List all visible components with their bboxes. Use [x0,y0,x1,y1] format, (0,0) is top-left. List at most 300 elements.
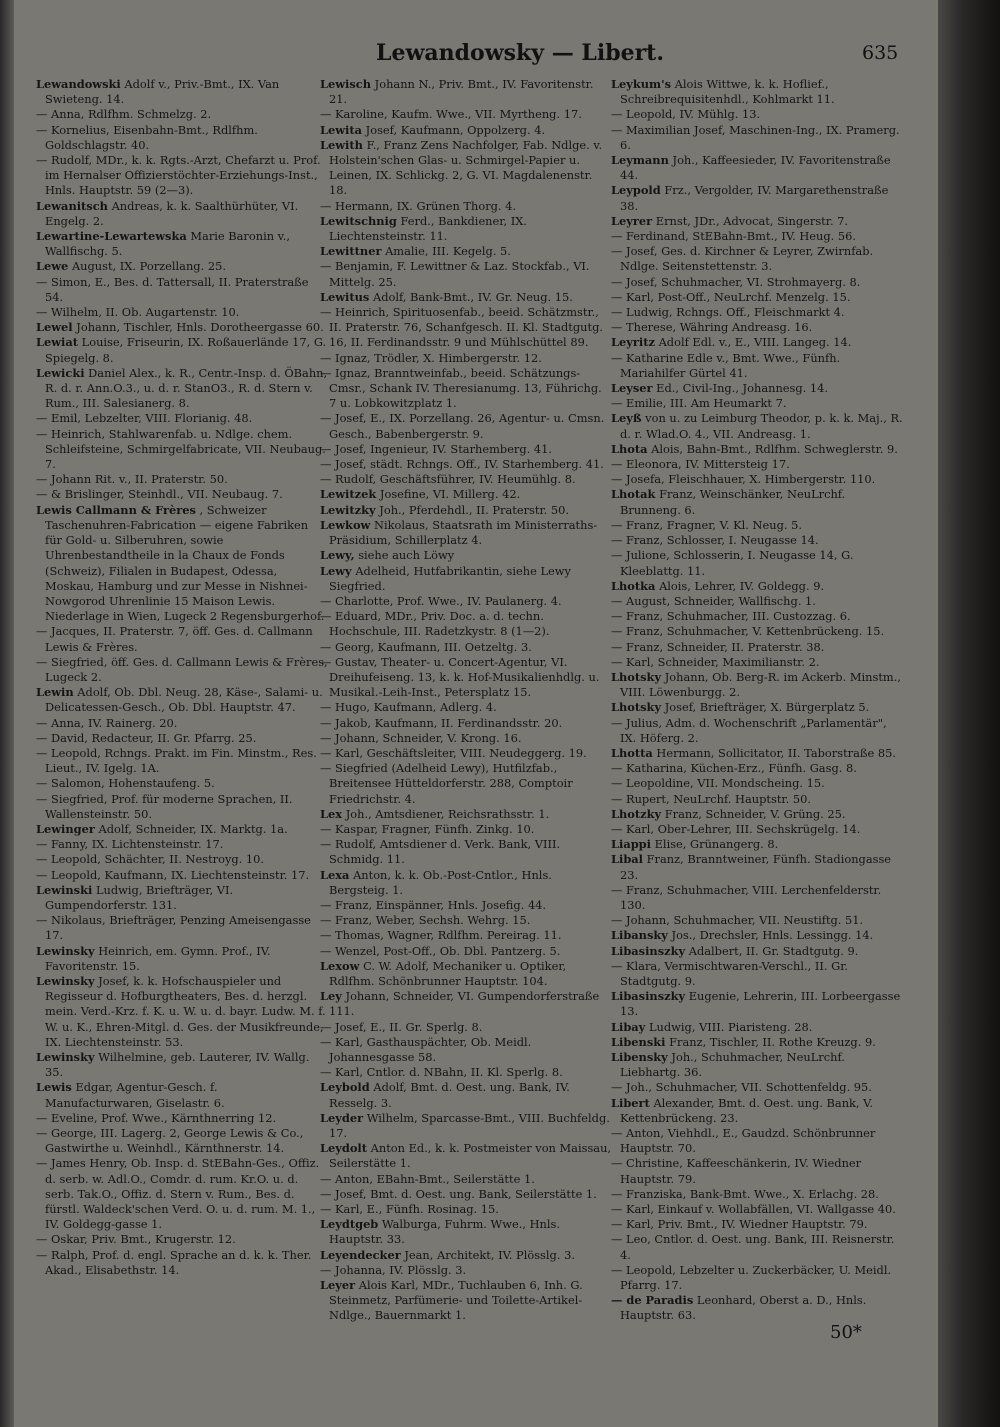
directory-entry [320,1263,612,1278]
directory-entry [611,107,903,122]
entry-text: — Rudolf, Amtsdiener d. Verk. Bank, VIII. Schmidg. 11. [320,837,561,867]
directory-entry [36,746,328,776]
directory-entry [36,913,328,943]
directory-entry [611,1232,903,1262]
entry-text: Leonhard, Oberst a. D., Hnls. Hauptstr. 63. [620,1293,867,1323]
entry-text: Jos., Drechsler, Hnls. Lessingg. 14. [671,928,874,943]
entry-text: — Johanna, IV. Plösslg. 3. [320,1262,467,1277]
directory-entry [611,77,903,107]
directory-entry [611,746,903,761]
directory-entry [320,123,612,138]
entry-text: — Josef, Ges. d. Kirchner & Leyrer, Zwirnfab. Ndlge. Seitenstettenstr. 3. [611,244,874,274]
entry-text: — Franz, Schuhmacher, VIII. Lerchenfelderstr. 130. [611,882,882,912]
directory-entry [611,1156,903,1186]
page-number: 635 [862,42,899,64]
entry-text: C. W. Adolf, Mechaniker u. Optiker, Rdlfhm. Schönbrunner Hauptstr. 104. [329,958,567,988]
book-spine-edge [938,0,1000,1427]
directory-column-3 [611,77,903,1332]
entry-surname: Leyrer [611,213,653,228]
directory-entry [320,1278,612,1324]
entry-surname: Leypold [611,183,661,198]
entry-text: Joh., Pferdehdl., II. Praterstr. 50. [379,502,569,517]
directory-entry [611,183,903,213]
directory-entry [611,670,903,700]
directory-entry [36,503,328,625]
entry-surname: Lhotka [611,578,656,593]
directory-entry [320,640,612,655]
entry-surname: Lewin [36,685,74,700]
directory-entry [611,1293,903,1323]
entry-surname: Lewinsky [36,973,95,988]
entry-surname: Ley [320,989,342,1004]
entry-text: Alois, Bahn-Bmt., Rdlfhm. Schweglerstr. 9. [651,441,898,456]
entry-surname: Leyder [320,1110,364,1125]
directory-entry [320,351,612,366]
entry-surname: Lhota [611,441,648,456]
entry-surname: Libal [611,852,644,867]
directory-entry [320,989,612,1019]
entry-text: Walburga, Fuhrm. Wwe., Hnls. Hauptstr. 33. [329,1217,560,1247]
entry-text: Edgar, Agentur-Gesch. f. Manufacturwaren, Giselastr. 6. [45,1080,225,1110]
directory-entry [611,837,903,852]
directory-entry [611,533,903,548]
directory-entry [320,503,612,518]
directory-entry [36,716,328,731]
directory-entry [611,1050,903,1080]
entry-text: — Anton, EBahn-Bmt., Seilerstätte 1. [320,1171,535,1186]
entry-text: — Anna, Rdlfhm. Schmelzg. 2. [36,107,212,122]
entry-surname: Libert [611,1095,650,1110]
directory-entry [36,731,328,746]
directory-entry [36,1248,328,1278]
entry-text: Alois, Lehrer, IV. Goldegg. 9. [659,578,825,593]
entry-text: Alexander, Bmt. d. Oest. ung. Bank, V. Kettenbrückeng. 23. [620,1095,874,1125]
directory-entry [320,822,612,837]
directory-entry [611,1187,903,1202]
entry-surname: Libasinszky [611,989,686,1004]
entry-text: — Gustav, Theater- u. Concert-Agentur, VI. Dreihufeiseng. 13, k. k. Hof-Musikalienhdlg. u. Musikal.-Leih-Inst., Petersplatz 15. [320,654,600,700]
directory-entry [320,609,612,639]
entry-text: — Anna, IV. Rainerg. 20. [36,715,178,730]
entry-text: Jean, Architekt, IV. Plösslg. 3. [404,1247,575,1262]
directory-entry [320,199,612,214]
directory-entry [36,837,328,852]
entry-text: — Eleonora, IV. Mittersteig 17. [611,457,790,472]
entry-text: , Schweizer Taschenuhren-Fabrication — eigene Fabriken für Gold- u. Silberuhren, sowie Uhrenbestandtheile in la Chaux de Fonds (Schweiz), Filialen in Budapest, Odessa, Moskau, Hamburg und zur Messe in Nishnei-Nowgorod Uhrenlinie 15 Maison Lewis. Niederlage in Wien, Lugeck 2 Regensburgerhof. [45,502,325,624]
entry-text: F., Franz Zens Nachfolger, Fab. Ndlge. v. Holstein'schen Glas- u. Schmirgel-Papier u. Leinen, IX. Schlickg. 2, G. VI. Magdalenenstr. 18. [329,137,603,198]
directory-entry [320,1187,612,1202]
entry-text: — Franz, Weber, Sechsh. Wehrg. 15. [320,913,531,928]
entry-text: Johann N., Priv. Bmt., IV. Favoritenstr. 21. [329,77,594,107]
entry-text: — Leopold, Rchngs. Prakt. im Fin. Minstm., Res. Lieut., IV. Igelg. 1A. [36,745,317,776]
entry-surname: Leyritz [611,335,655,350]
entry-text: Eugenie, Lehrerin, III. Lorbeergasse 13. [620,989,901,1019]
entry-surname: Leybold [320,1080,370,1095]
directory-entry [320,837,612,867]
directory-entry [611,335,903,350]
entry-text: Hermann, Sollicitator, II. Taborstraße 85. [656,745,896,760]
entry-text: Amalie, III. Kegelg. 5. [385,244,511,259]
entry-text: — & Brislinger, Steinhdl., VII. Neubaug. 7. [36,487,283,502]
entry-text: — Julione, Schlosserin, I. Neugasse 14, G. Kleeblattg. 11. [611,548,854,578]
entry-text: — Leopoldine, VII. Mondscheing. 15. [611,776,825,791]
entry-surname: Lewita [320,122,363,137]
directory-entry [36,259,328,274]
entry-text: Ludwig, Briefträger, VI. Gumpendorferstr. 131. [45,882,234,912]
directory-entry [320,1172,612,1187]
entry-surname: Libenski [611,1034,666,1049]
entry-text: — Leopold, IV. Mühlg. 13. [611,107,761,122]
directory-entry [611,320,903,335]
entry-surname: Lewitzek [320,487,377,502]
entry-text: Wilhelm, Sparcasse-Bmt., VIII. Buchfeldg. 17. [329,1110,610,1141]
directory-entry [320,807,612,822]
entry-text: — Nikolaus, Briefträger, Penzing Ameisengasse 17. [36,913,311,943]
directory-entry [611,214,903,229]
entry-surname: Libay [611,1019,646,1034]
directory-entry [320,107,612,122]
directory-entry [611,700,903,715]
entry-text: — Maximilian Josef, Maschinen-Ing., IX. Pramerg. 6. [611,122,900,152]
entry-surname: Lewanitsch [36,198,108,213]
entry-text: — Josef, Schuhmacher, VI. Strohmayerg. 8. [611,274,861,289]
directory-entry [611,594,903,609]
entry-surname: Lewinsky [36,1050,95,1064]
directory-entry [611,1035,903,1050]
directory-entry [611,928,903,943]
entry-text: Franz, Branntweiner, Fünfh. Stadiongasse 23. [620,852,892,882]
entry-text: — Josef, E., IX. Porzellang. 26, Agentur- u. Cmsn. Gesch., Babenbergerstr. 9. [320,411,605,441]
entry-text: — Eveline, Prof. Wwe., Kärnthnerring 12. [36,1110,277,1125]
entry-text: — Leopold, Schächter, II. Nestroyg. 10. [36,852,265,867]
entry-text: — Franz, Schuhmacher, III. Custozzag. 6. [611,609,851,624]
entry-surname: Lewitschnig [320,213,397,228]
directory-entry [36,776,328,791]
directory-entry [611,624,903,639]
directory-entry [320,868,612,898]
entry-text: — Fanny, IX. Lichtensteinstr. 17. [36,837,224,852]
entry-surname: Libensky [611,1050,668,1064]
entry-text: — Leopold, Lebzelter u. Zuckerbäcker, U. Meidl. Pfarrg. 17. [611,1262,892,1293]
directory-entry [611,579,903,594]
entry-text: — Kaspar, Fragner, Fünfh. Zinkg. 10. [320,821,535,836]
directory-entry [36,624,328,654]
directory-entry [320,518,612,548]
directory-entry [320,305,612,351]
entry-text: — Karoline, Kaufm. Wwe., VII. Myrtheng. 17. [320,107,582,122]
entry-text: — Julius, Adm. d. Wochenschrift „Parlamentär", IX. Höferg. 2. [611,715,887,745]
entry-text: Louise, Friseurin, IX. Roßauerlände 17, G. Spiegelg. 8. [45,335,327,365]
entry-text: — Heinrich, Spirituosenfab., beeid. Schätzmstr., II. Praterstr. 76, Schanfgesch. II. Kl. Stadtgutg. 16, II. Ferdinandsstr. 9 und Mühlschüttel 89. [320,305,603,350]
directory-entry [320,411,612,441]
directory-entry [611,761,903,776]
directory-entry [320,472,612,487]
entry-text: — Katharine Edle v., Bmt. Wwe., Fünfh. Mariahilfer Gürtel 41. [611,350,841,380]
entry-surname: Libansky [611,928,668,943]
entry-text: — Hugo, Kaufmann, Adlerg. 4. [320,700,497,715]
directory-entry [36,655,328,685]
entry-text: — Franz, Einspänner, Hnls. Josefig. 44. [320,897,547,912]
entry-text: — Franz, Schneider, II. Praterstr. 38. [611,639,825,654]
directory-entry [611,123,903,153]
entry-text: — George, III. Lagerg. 2, George Lewis & Co., Gastwirthe u. Weinhdl., Kärnthnerstr. 14. [36,1126,304,1156]
directory-entry [611,944,903,959]
directory-entry [611,153,903,183]
entry-text: Elise, Grünangerg. 8. [654,837,779,852]
directory-entry [611,518,903,533]
entry-text: Adolf, Schneider, IX. Marktg. 1a. [98,821,288,836]
entry-surname: Leydolt [320,1141,368,1156]
directory-entry [611,548,903,578]
directory-entry [320,259,612,289]
directory-entry [611,883,903,913]
entry-text: — Karl, E., Fünfh. Rosinag. 15. [320,1202,499,1217]
entry-surname: Lewicki [36,365,85,380]
directory-entry [320,928,612,943]
entry-surname: Lewisch [320,77,372,91]
directory-entry [611,472,903,487]
entry-text: — Joh., Schuhmacher, VII. Schottenfeldg. 95. [611,1080,872,1095]
directory-entry [611,396,903,411]
entry-text: — Ralph, Prof. d. engl. Sprache an d. k. k. Ther. Akad., Elisabethstr. 14. [36,1247,312,1277]
directory-entry [320,1020,612,1035]
directory-entry [320,1035,612,1065]
entry-text: Adelheid, Hutfabrikantin, siehe Lewy Siegfried. [329,563,571,593]
entry-text: — Emilie, III. Am Heumarkt 7. [611,396,787,411]
directory-entry [36,153,328,199]
entry-surname: Lhotsky [611,669,662,684]
directory-entry [611,487,903,517]
directory-entry [611,411,903,441]
entry-text: — Kornelius, Eisenbahn-Bmt., Rdlfhm. Goldschlagstr. 40. [36,122,258,152]
entry-text: — Franz, Schuhmacher, V. Kettenbrückeng. 15. [611,624,885,639]
directory-entry [611,244,903,274]
directory-entry [611,1096,903,1126]
entry-text: — Salomon, Hohenstaufeng. 5. [36,776,215,791]
entry-text: August, IX. Porzellang. 25. [71,259,226,274]
entry-text: — Thomas, Wagner, Rdlfhm. Pereirag. 11. [320,928,562,943]
entry-text: Joh., Amtsdiener, Reichsrathsstr. 1. [345,806,550,821]
directory-entry [320,731,612,746]
directory-entry [611,1080,903,1095]
entry-text: — Josef, Ingenieur, IV. Starhemberg. 41. [320,441,553,456]
directory-entry [36,411,328,426]
entry-surname: Leykum's [611,77,672,91]
directory-entry [36,1232,328,1247]
directory-entry [320,594,612,609]
entry-text: Ernst, JDr., Advocat, Singerstr. 7. [655,213,849,228]
entry-text: — Josef, E., II. Gr. Sperlg. 8. [320,1019,483,1034]
entry-text: — Leo, Cntlor. d. Oest. ung. Bank, III. Reisnerstr. 4. [611,1232,895,1262]
entry-text: Marie Baronin v., Wallfischg. 5. [45,229,290,259]
directory-entry [36,487,328,502]
directory-entry [36,472,328,487]
directory-entry [36,366,328,412]
directory-entry [320,655,612,701]
entry-surname: Lhotsky [611,700,662,715]
entry-surname: Lewy, [320,548,355,563]
directory-entry [320,1202,612,1217]
entry-text: Franz, Weinschänker, NeuLrchf. Brunneng. 6. [620,487,846,517]
entry-text: von u. zu Leimburg Theodor, p. k. k. Maj., R. d. r. Wlad.O. 4., VII. Andreasg. 1. [620,411,903,441]
directory-entry [36,883,328,913]
entry-text: Nikolaus, Staatsrath im Ministerraths-Präsidium, Schillerplatz 4. [329,517,598,548]
directory-entry [320,564,612,594]
entry-text: — Siegfried, öff. Ges. d. Callmann Lewis & Frères, Lugeck 2. [36,654,328,684]
entry-surname: Lewinger [36,821,95,836]
entry-text: — Franz, Fragner, V. Kl. Neug. 5. [611,517,802,532]
entry-text: — Therese, Währing Andreasg. 16. [611,320,813,335]
entry-text: — David, Redacteur, II. Gr. Pfarrg. 25. [36,730,257,745]
directory-entry [320,77,612,107]
entry-text: Adolf Edl. v., E., VIII. Langeg. 14. [658,335,852,350]
entry-text: — Heinrich, Stahlwarenfab. u. Ndlge. chem. Schleifsteine, Schmirgelfabricate, VII. Neubaug. 7. [36,426,326,472]
entry-text: — Johann, Schuhmacher, VII. Neustiftg. 51. [611,913,864,928]
entry-text: Ludwig, VIII. Piaristeng. 28. [648,1019,813,1034]
entry-surname: Lewartine-Lewartewska [36,229,187,244]
directory-entry [611,442,903,457]
directory-entry [320,913,612,928]
entry-text: siehe auch Löwy [358,548,455,563]
directory-entry [36,944,328,974]
entry-text: — Katharina, Küchen-Erz., Fünfh. Gasg. 8. [611,761,857,776]
entry-text: — Karl, Schneider, Maximilianstr. 2. [611,654,820,669]
entry-surname: Lewis Callmann & Frères [36,502,196,517]
entry-text: — Oskar, Priv. Bmt., Krugerstr. 12. [36,1232,236,1247]
entry-surname: Lewittner [320,244,382,259]
entry-text: Joh., Schuhmacher, NeuLrchf. Liebhartg. 36. [620,1050,845,1080]
signature-mark: 50* [830,1322,862,1343]
entry-text: Joh., Kaffeesieder, IV. Favoritenstraße 44. [620,153,891,183]
directory-entry [611,1217,903,1232]
directory-entry [36,868,328,883]
entry-text: Alois Wittwe, k. k. Hoflief., Schreibrequisitenhdl., Kohlmarkt 11. [620,77,835,107]
directory-entry [320,700,612,715]
entry-surname: Lewith [320,137,363,152]
entry-text: Alois Karl, MDr., Tuchlauben 6, Inh. G. Steinmetz, Parfümerie- und Toilette-Artikel-Ndlge., Bauernmarkt 1. [329,1278,583,1323]
entry-text: — August, Schneider, Wallfischg. 1. [611,593,816,608]
directory-entry [611,640,903,655]
entry-text: Franz, Schneider, V. Grüng. 25. [664,806,846,821]
directory-entry [36,305,328,320]
entry-text: — Klara, Vermischtwaren-Verschl., II. Gr. Stadtgutg. 9. [611,958,849,988]
entry-text: — Georg, Kaufmann, III. Oetzeltg. 3. [320,639,532,654]
directory-entry [320,761,612,807]
directory-column-1 [36,77,328,1332]
directory-entry [611,913,903,928]
entry-text: — Jacques, II. Praterstr. 7, öff. Ges. d. Callmann Lewis & Frères. [36,624,313,654]
entry-text: — Siegfried, Prof. für moderne Sprachen, II. Wallensteinstr. 50. [36,791,293,821]
entry-text: — Franz, Schlosser, I. Neugasse 14. [611,533,819,548]
entry-text: Johann, Tischler, Hnls. Dorotheergasse 60. [76,320,324,335]
directory-entry [36,320,328,335]
entry-surname: Lewandowski [36,77,121,91]
entry-text: — Karl, Post-Off., NeuLrchf. Menzelg. 15. [611,289,851,304]
entry-text: — Charlotte, Prof. Wwe., IV. Paulanerg. 4. [320,593,562,608]
entry-text: Franz, Tischler, II. Rothe Kreuzg. 9. [669,1034,876,1049]
entry-text: — Josef, Bmt. d. Oest. ung. Bank, Seilerstätte 1. [320,1186,597,1201]
entry-text: — Josefa, Fleischhauer, X. Himbergerstr. 110. [611,472,876,487]
entry-text: — Jakob, Kaufmann, II. Ferdinandsstr. 20. [320,715,563,730]
entry-surname: Lewis [36,1080,72,1095]
entry-text: — Karl, Geschäftsleiter, VIII. Neudeggerg. 19. [320,745,587,760]
directory-entry [320,746,612,761]
directory-entry [320,214,612,244]
directory-entry [611,1202,903,1217]
directory-entry [320,1080,612,1110]
directory-entry [320,716,612,731]
directory-entry [611,229,903,244]
directory-entry [320,457,612,472]
entry-text: Wilhelmine, geb. Lauterer, IV. Wallg. 35. [45,1050,310,1080]
directory-entry [320,138,612,199]
directory-entry [611,381,903,396]
entry-text: Anton Ed., k. k. Postmeister von Maissau, Seilerstätte 1. [329,1141,612,1171]
entry-text: Adolf, Bank-Bmt., IV. Gr. Neug. 15. [372,289,573,304]
entry-text: Johann, Schneider, VI. Gumpendorferstraße 111. [329,989,600,1019]
directory-entry [611,655,903,670]
entry-surname: Lexa [320,867,350,882]
directory-entry [320,1248,612,1263]
directory-entry [36,974,328,1050]
entry-text: — Karl, Cntlor. d. NBahn, II. Kl. Sperlg. 8. [320,1065,563,1080]
entry-surname: Lewitzky [320,502,376,517]
entry-surname: Lewy [320,563,352,578]
directory-entry [36,852,328,867]
directory-entry [36,792,328,822]
entry-surname: Leyser [611,381,653,396]
entry-text: — Karl, Priv. Bmt., IV. Wiedner Hauptstr. 79. [611,1217,868,1232]
entry-text: — Karl, Ober-Lehrer, III. Sechskrügelg. 14. [611,821,861,836]
directory-entry [611,305,903,320]
entry-text: Ed., Civil-Ing., Johannesg. 14. [656,381,829,396]
entry-surname: Lex [320,806,343,821]
entry-text: Frz., Vergolder, IV. Margarethenstraße 38. [620,183,889,213]
directory-entry [611,1020,903,1035]
entry-surname: Lexow [320,958,360,973]
entry-text: — Karl, Einkauf v. Wollabfällen, VI. Wallgasse 40. [611,1202,896,1217]
entry-text: — Siegfried (Adelheid Lewy), Hutfilzfab., Breitensee Hütteldorferstr. 288, Comptoir Friedrichstr. 4. [320,761,573,806]
directory-entry [320,487,612,502]
directory-entry [611,852,903,882]
directory-entry [36,822,328,837]
directory-entry [320,1065,612,1080]
entry-text: — Leopold, Kaufmann, IX. Liechtensteinstr. 17. [36,867,310,882]
entry-text: Adolf, Bmt. d. Oest. ung. Bank, IV. Resselg. 3. [329,1080,570,1110]
entry-text: — Rudolf, MDr., k. k. Rgts.-Arzt, Chefarzt u. Prof. im Hernalser Offizierstöchter-Erziehungs-Inst., Hnls. Hauptstr. 59 (2—3). [36,153,321,198]
running-head: Lewandowsky — Libert. [376,40,664,66]
directory-entry [320,548,612,563]
directory-entry [320,1141,612,1171]
entry-surname: Lewel [36,320,73,335]
entry-text: — Rudolf, Geschäftsführer, IV. Heumühlg. 8. [320,472,576,487]
entry-text: — Ignaz, Branntweinfab., beeid. Schätzungs-Cmsr., Schank IV. Theresianumg. 13, Führichg. 7 u. Lobkowitzplatz 1. [320,365,602,411]
entry-surname: Libasinszky [611,943,686,958]
entry-surname: Leymann [611,153,669,168]
entry-surname: Liappi [611,837,651,852]
entry-text: Josefine, VI. Millerg. 42. [379,487,521,502]
entry-text: — Simon, E., Bes. d. Tattersall, II. Praterstraße 54. [36,274,309,304]
directory-entry [36,123,328,153]
entry-text: Adalbert, II. Gr. Stadtgutg. 9. [688,943,859,958]
entry-surname: Leyß [611,411,642,426]
directory-entry [611,457,903,472]
entry-text: — Ludwig, Rchngs. Off., Fleischmarkt 4. [611,305,845,320]
entry-surname: Lewe [36,259,69,274]
entry-text: — Wenzel, Post-Off., Ob. Dbl. Pantzerg. 5. [320,943,561,958]
entry-text: Josef, Kaufmann, Oppolzerg. 4. [365,122,546,137]
entry-text: — Rupert, NeuLrchf. Hauptstr. 50. [611,791,811,806]
